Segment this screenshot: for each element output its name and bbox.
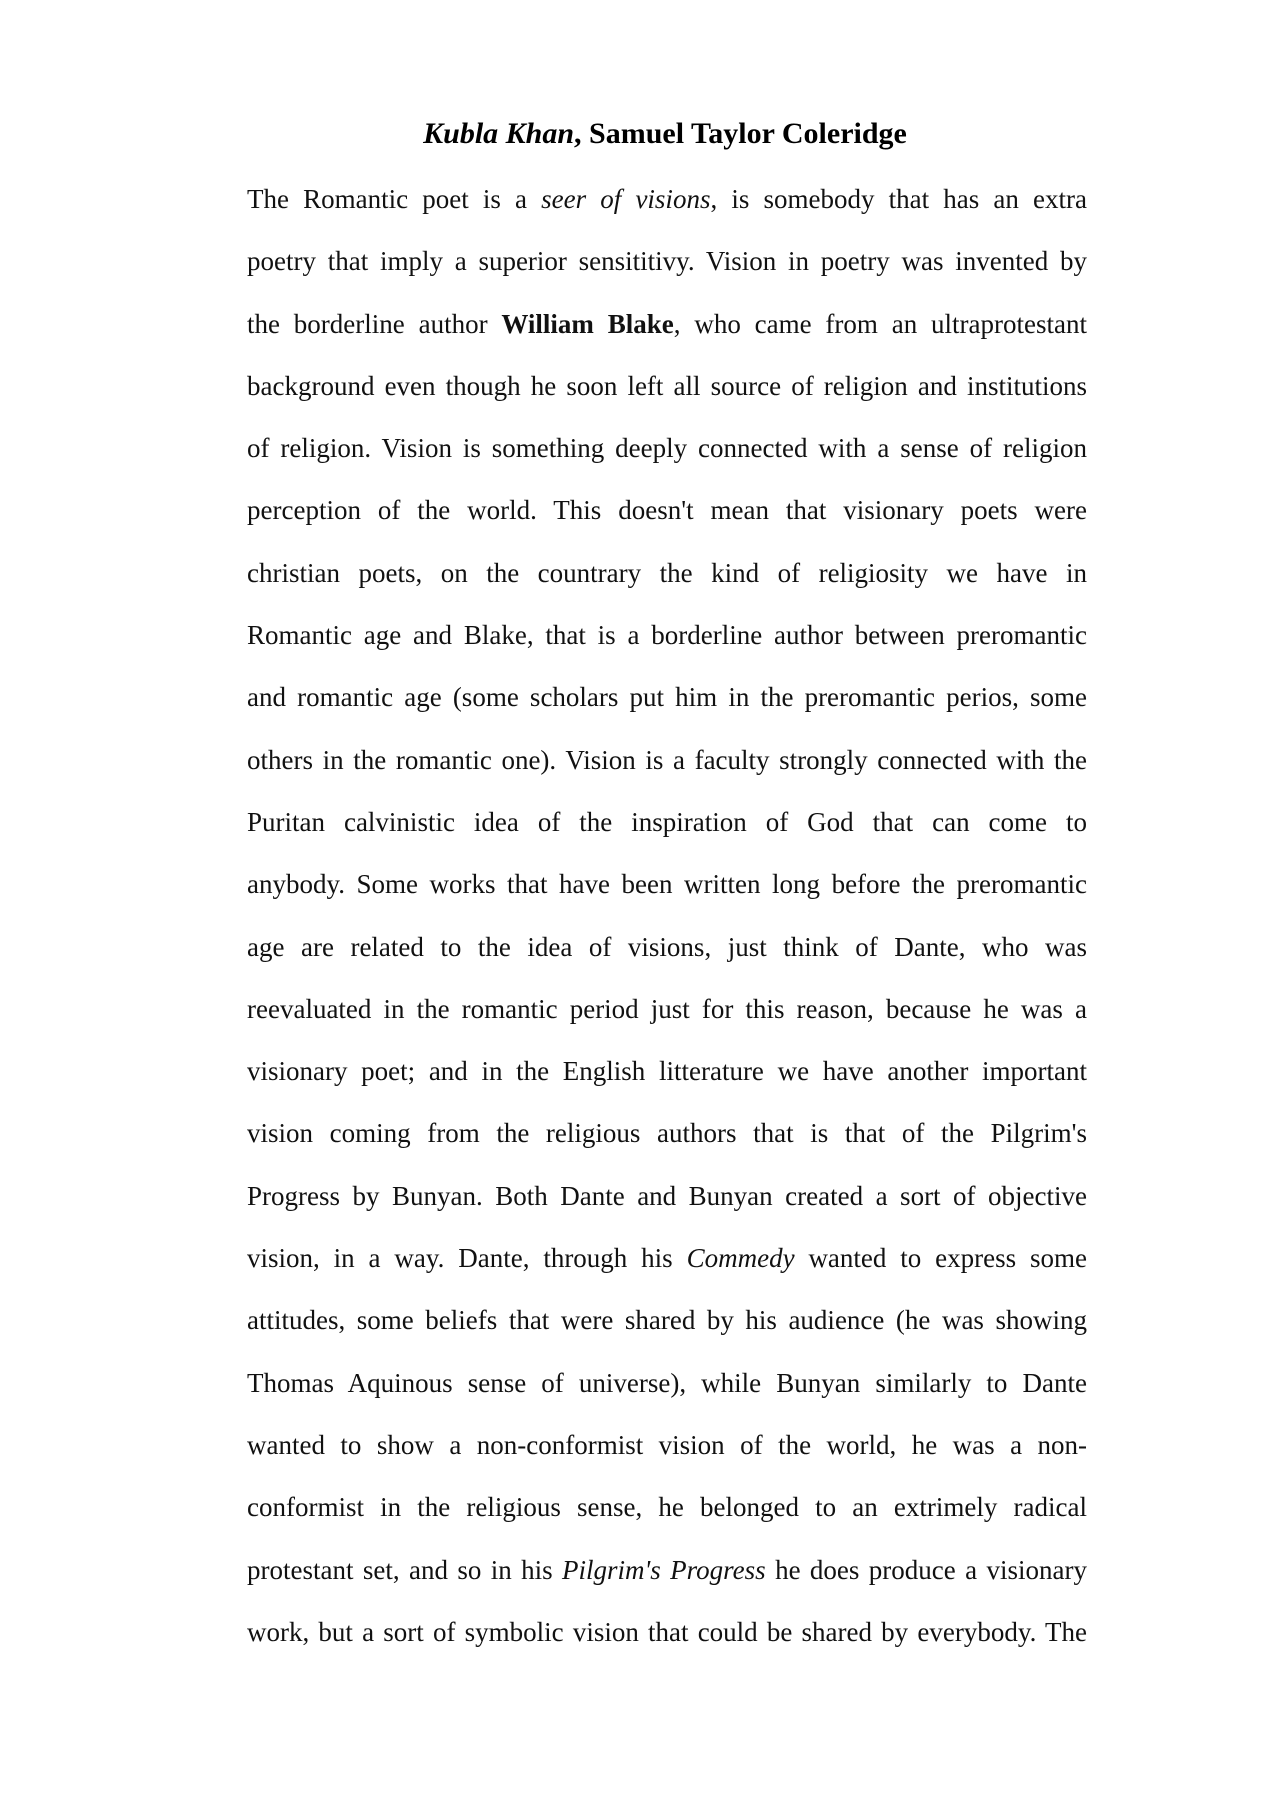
- text-line: [247, 428, 1087, 490]
- text-run: Thomas Aquinous sense of universe), while Bunyan similarly to Dante: [247, 1367, 1087, 1398]
- text-run: Romantic age and Blake, that is a borderline author between preromantic: [247, 620, 1087, 651]
- bold-text: William Blake: [501, 308, 674, 339]
- text-line: [247, 490, 1087, 552]
- text-run: christian poets, on the countrary the kind of religiosity we have in: [247, 557, 1087, 588]
- text-line: [247, 1300, 1087, 1362]
- text-run: anybody. Some works that have been written long before the preromantic: [247, 869, 1087, 900]
- text-run: wanted to express some: [794, 1243, 1087, 1274]
- text-run: , is somebody that has an extra: [710, 184, 1087, 214]
- text-run: wanted to show a non-conformist vision of the world, he was a non-: [247, 1429, 1087, 1460]
- text-line: [247, 677, 1087, 739]
- text-line: [247, 366, 1087, 428]
- text-run: visionary poet; and in the English litterature we have another important: [247, 1056, 1087, 1087]
- text-line: [247, 553, 1087, 615]
- text-run: work, but a sort of symbolic vision that could be shared by everybody. The: [247, 1616, 1087, 1647]
- text-line: [247, 1550, 1087, 1612]
- text-run: Progress by Bunyan. Both Dante and Bunyan created a sort of objective: [247, 1180, 1087, 1211]
- text-line: [247, 1363, 1087, 1425]
- text-line: [247, 989, 1087, 1051]
- text-line: [247, 1487, 1087, 1549]
- text-run: reevaluated in the romantic period just for this reason, because he was a: [247, 993, 1087, 1024]
- text-run: attitudes, some beliefs that were shared by his audience (he was showing: [247, 1305, 1087, 1336]
- text-run: others in the romantic one). Vision is a faculty strongly connected with the: [247, 744, 1087, 775]
- text-run: the borderline author: [247, 308, 502, 339]
- text-run: conformist in the religious sense, he belonged to an extrimely radical: [247, 1492, 1087, 1523]
- italic-text: seer of visions: [541, 184, 711, 214]
- text-run: perception of the world. This doesn't mean that visionary poets were: [247, 495, 1087, 526]
- text-run: he does produce a visionary: [765, 1554, 1087, 1585]
- text-line: [247, 304, 1087, 366]
- text-run: poetry that imply a superior sensititivy. Vision in poetry was invented by: [247, 246, 1087, 277]
- text-line: [247, 615, 1087, 677]
- italic-text: Pilgrim's Progress: [562, 1554, 766, 1585]
- text-line: [247, 179, 1087, 241]
- text-line: [247, 1612, 1087, 1674]
- text-run: age are related to the idea of visions, just think of Dante, who was: [247, 931, 1087, 962]
- title-author: , Samuel Taylor Coleridge: [574, 117, 907, 150]
- text-line: [247, 1051, 1087, 1113]
- text-run: vision, in a way. Dante, through his: [247, 1243, 687, 1274]
- text-line: [247, 864, 1087, 926]
- text-run: The Romantic poet is a: [247, 184, 542, 214]
- text-run: , who came from an ultraprotestant: [673, 308, 1087, 339]
- text-run: of religion. Vision is something deeply connected with a sense of religion: [247, 433, 1087, 464]
- text-run: protestant set, and so in his: [247, 1554, 563, 1585]
- text-run: Puritan calvinistic idea of the inspiration of God that can come to: [247, 806, 1087, 837]
- text-line: [247, 241, 1087, 303]
- text-run: background even though he soon left all source of religion and institutions: [247, 370, 1087, 401]
- text-line: [247, 1113, 1087, 1175]
- italic-text: Commedy: [686, 1243, 795, 1274]
- text-line: [247, 1425, 1087, 1487]
- text-run: and romantic age (some scholars put him in the preromantic perios, some: [247, 682, 1087, 713]
- text-line: [247, 740, 1087, 802]
- text-line: [247, 802, 1087, 864]
- text-run: vision coming from the religious authors that is that of the Pilgrim's: [247, 1118, 1087, 1149]
- title-work-name: Kubla Khan: [423, 117, 575, 150]
- text-line: [247, 1176, 1087, 1238]
- document-title: [0, 114, 1280, 154]
- text-line: [247, 1238, 1087, 1300]
- text-line: [247, 927, 1087, 989]
- body-paragraph: [247, 179, 1087, 1674]
